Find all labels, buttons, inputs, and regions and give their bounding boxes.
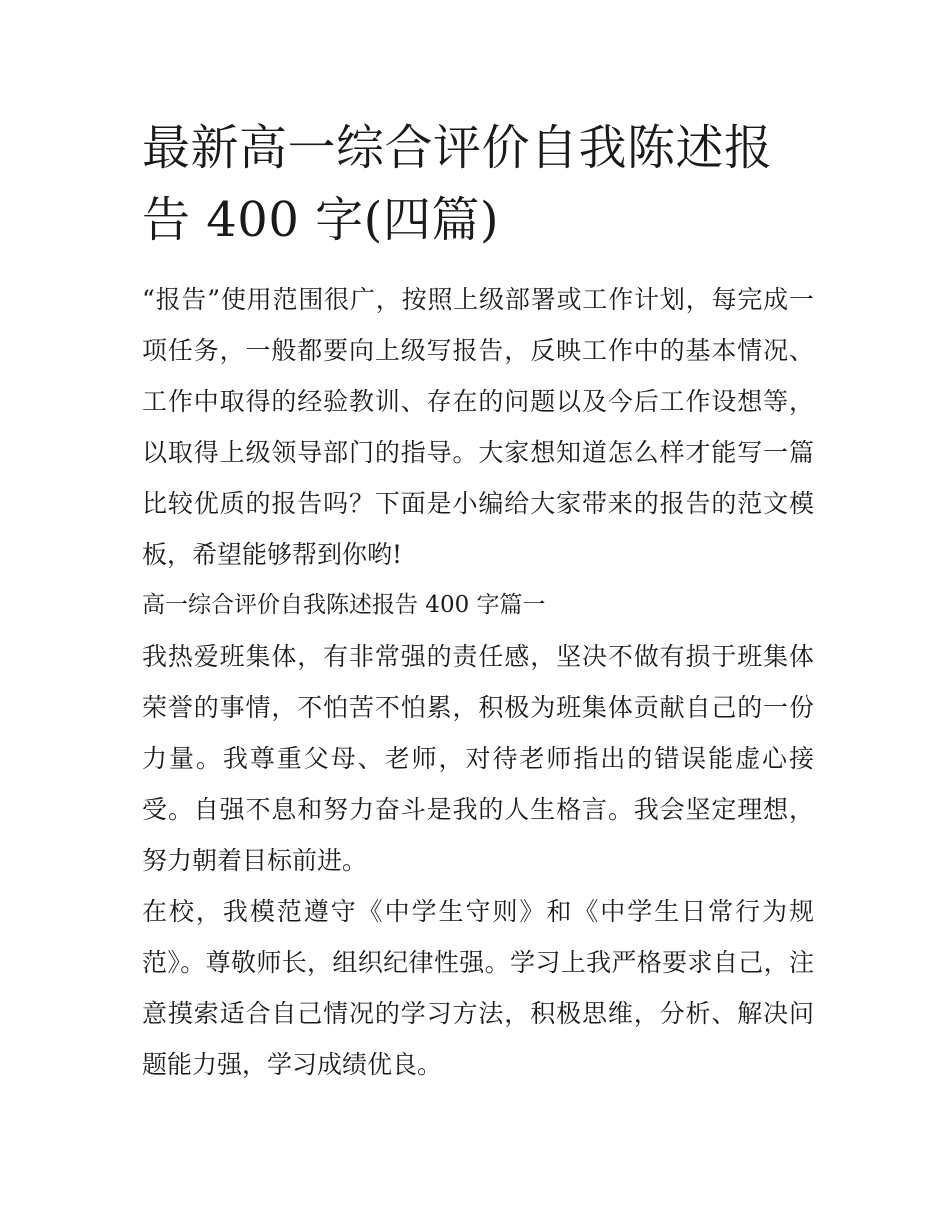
intro-paragraph: “报告”使用范围很广，按照上级部署或工作计划，每完成一项任务，一般都要向上级写报告，反映工作中的基本情况、工作中取得的经验教训、存在的问题以及今后工作设想等，以取得上级领导部门的指导。大家想知道怎么样才能写一篇比较优质的报告吗？下面是小编给大家带来的报告的范文模板，希望能够帮到你哟! bbox=[142, 285, 814, 569]
section-heading: 高一综合评价自我陈述报告 400 字篇一 bbox=[142, 592, 546, 618]
body-paragraph: 我热爱班集体，有非常强的责任感，坚决不做有损于班集体荣誉的事情，不怕苦不怕累，积极为班集体贡献自己的一份力量。我尊重父母、老师，对待老师指出的错误能虚心接受。自强不息和努力奋斗是我的人生格言。我会坚定理想，努力朝着目标前进。 bbox=[142, 642, 814, 875]
body-paragraph: 在校，我模范遵守《中学生守则》和《中学生日常行为规范》。尊敬师长，组织纪律性强。学习上我严格要求自己，注意摸索适合自己情况的学习方法，积极思维，分析、解决问题能力强，学习成绩优良。 bbox=[142, 897, 814, 1079]
document-title: 最新高一综合评价自我陈述报告 400 字(四篇) bbox=[142, 120, 773, 248]
document-page bbox=[142, 112, 814, 1090]
document-body bbox=[142, 274, 814, 1090]
